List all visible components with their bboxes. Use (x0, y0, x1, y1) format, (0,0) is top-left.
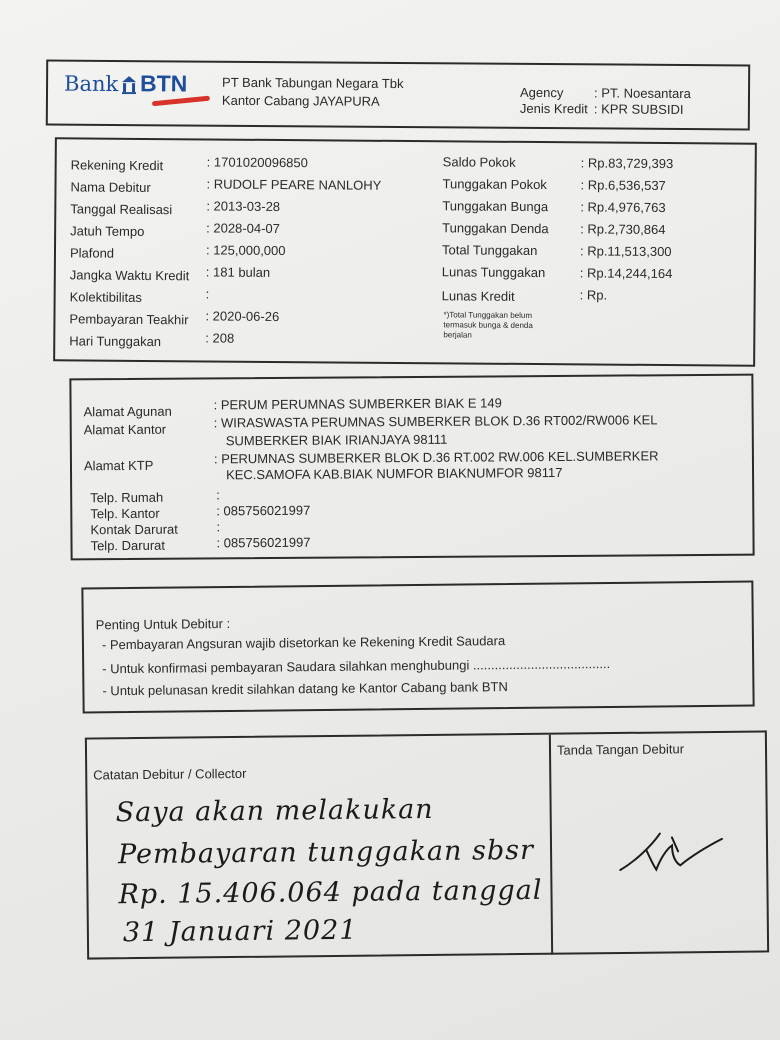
notes-box (85, 730, 769, 959)
handwritten-line: Saya akan melakukan (115, 793, 434, 829)
value-alamat-ktp-2: KEC.SAMOFA KAB.BIAK NUMFOR BIAKNUMFOR 98117 (225, 464, 563, 483)
bank-name: PT Bank Tabungan Negara Tbk (222, 74, 404, 92)
value-tunggakan-bunga: : Rp.4,976,763 (580, 199, 666, 216)
value-alamat-agunan: : PERUM PERUMNAS SUMBERKER BIAK E 149 (213, 395, 502, 413)
jenis-kredit-value: : KPR SUBSIDI (593, 101, 684, 117)
label-alamat-kantor: Alamat Kantor (83, 421, 167, 438)
label-pembayaran-terakhir: Pembayaran Teakhir (69, 311, 189, 328)
agency-label: Agency (519, 84, 564, 101)
label-tunggakan-denda: Tunggakan Denda (442, 220, 549, 237)
address-box (69, 374, 754, 561)
notes-label: Catatan Debitur / Collector (93, 765, 247, 783)
notice-item: - Untuk pelunasan kredit silahkan datang ke Kantor Cabang bank BTN (102, 679, 508, 699)
notice-item: - Untuk konfirmasi pembayaran Saudara silahkan menghubungi ...................................... (102, 655, 611, 677)
label-tunggakan-bunga: Tunggakan Bunga (442, 198, 549, 215)
value-pembayaran-terakhir: : 2020-06-26 (205, 308, 280, 325)
value-hari-tunggakan: : 208 (205, 330, 235, 346)
notice-item: - Pembayaran Angsuran wajib disetorkan ke Rekening Kredit Saudara (101, 633, 506, 653)
value-total-tunggakan: : Rp.11,513,300 (579, 243, 672, 260)
header-box (46, 60, 750, 131)
value-nama-debitur: : RUDOLF PEARE NANLOHY (206, 176, 382, 193)
bank-logo-text: Bank (63, 71, 119, 97)
label-telp-darurat: Telp. Darurat (90, 537, 166, 554)
footnote-line-3: berjalan (443, 330, 472, 340)
value-plafond: : 125,000,000 (205, 242, 286, 259)
label-jangka-waktu: Jangka Waktu Kredit (69, 267, 190, 284)
value-alamat-ktp-1: : PERUMNAS SUMBERKER BLOK D.36 RT.002 RW.006 KEL.SUMBERKER (213, 448, 659, 467)
label-nama-debitur: Nama Debitur (70, 179, 151, 196)
value-alamat-kantor-1: : WIRASWASTA PERUMNAS SUMBERKER BLOK D.36 RT002/RW006 KEL (213, 412, 658, 431)
label-lunas-kredit: Lunas Kredit (441, 288, 515, 304)
label-total-tunggakan: Total Tunggakan (441, 242, 538, 259)
label-jatuh-tempo: Jatuh Tempo (70, 223, 145, 239)
label-alamat-agunan: Alamat Agunan (83, 403, 172, 420)
label-hari-tunggakan: Hari Tunggakan (69, 333, 162, 350)
value-telp-kantor: : 085756021997 (216, 502, 311, 519)
handwritten-line: Pembayaran tunggakan sbsr (117, 834, 535, 871)
value-jangka-waktu: : 181 bulan (205, 264, 271, 280)
branch-name: Kantor Cabang JAYAPURA (221, 92, 380, 109)
value-jatuh-tempo: : 2028-04-07 (206, 220, 280, 237)
value-tunggakan-denda: : Rp.2,730,864 (580, 221, 666, 238)
value-lunas-kredit: : Rp. (579, 287, 608, 303)
label-tunggakan-pokok: Tunggakan Pokok (442, 176, 547, 193)
value-saldo-pokok: : Rp.83,729,393 (580, 155, 674, 172)
label-telp-kantor: Telp. Kantor (90, 505, 160, 522)
handwritten-line: 31 Januari 2021 (122, 914, 358, 949)
value-telp-rumah: : (216, 487, 220, 503)
notice-box (81, 580, 754, 713)
value-lunas-tunggakan: : Rp.14,244,164 (579, 265, 673, 282)
value-rekening-kredit: : 1701020096850 (206, 154, 308, 171)
jenis-kredit-label: Jenis Kredit (519, 100, 588, 117)
label-tanggal-realisasi: Tanggal Realisasi (70, 201, 173, 218)
label-telp-rumah: Telp. Rumah (90, 489, 164, 506)
value-kontak-darurat: : (216, 519, 221, 535)
handwritten-line: Rp. 15.406.064 pada tanggal (118, 874, 543, 911)
footnote-line-1: *)Total Tunggakan belum (443, 310, 533, 320)
label-kontak-darurat: Kontak Darurat (90, 521, 178, 538)
label-alamat-ktp: Alamat KTP (83, 457, 154, 474)
notice-title: Penting Untuk Debitur : (95, 615, 231, 633)
value-tanggal-realisasi: : 2013-03-28 (206, 198, 281, 215)
label-plafond: Plafond (69, 245, 115, 261)
label-kolektibilitas: Kolektibilitas (69, 289, 142, 305)
value-telp-darurat: : 085756021997 (216, 534, 311, 551)
signature-label: Tanda Tangan Debitur (556, 741, 685, 758)
value-alamat-kantor-2: SUMBERKER BIAK IRIANJAYA 98111 (225, 431, 448, 449)
label-rekening-kredit: Rekening Kredit (70, 157, 164, 174)
label-lunas-tunggakan: Lunas Tunggakan (441, 264, 546, 281)
account-info-box (53, 137, 757, 367)
value-kolektibilitas: : (205, 286, 210, 302)
bank-logo-icon (122, 76, 136, 94)
label-saldo-pokok: Saldo Pokok (442, 154, 516, 170)
value-tunggakan-pokok: : Rp.6,536,537 (580, 177, 666, 194)
agency-value: : PT. Noesantara (593, 85, 691, 102)
signature-mark (616, 813, 727, 884)
footnote-line-2: termasuk bunga & denda (443, 320, 533, 331)
notes-divider (549, 735, 553, 955)
btn-logo-text: BTN (139, 70, 188, 97)
